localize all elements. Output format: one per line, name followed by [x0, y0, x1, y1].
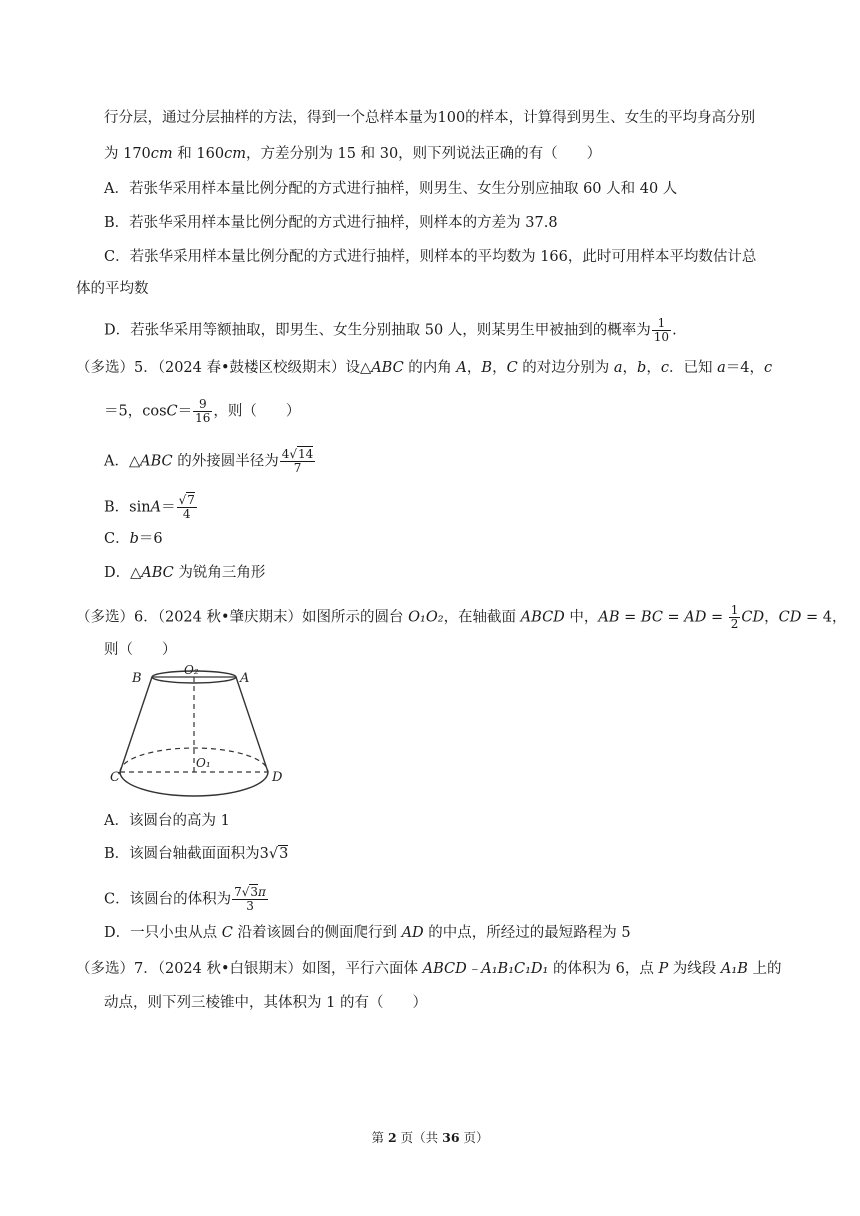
label-o2: O₂: [184, 663, 199, 677]
fraction: $\frac{1}{2}$: [730, 603, 739, 631]
label-a: A: [240, 671, 250, 686]
fraction: $\frac{4√14}{7}$: [281, 447, 314, 475]
q5-option-b: B．sinA＝ $\frac{√7}{4}$: [104, 493, 195, 521]
q5-stem-line2: ＝5，cosC＝ $\frac{9}{16}$ ，则（ ）: [104, 397, 301, 425]
q4-option-d: D．若张华采用等额抽取，即男生、女生分别抽取 50 人，则某男生甲被抽到的概率为 $\frac{1}{10}$ .: [104, 316, 677, 344]
label-c: C: [110, 770, 120, 785]
q5-stem-line1: （多选）5．（2024 春•鼓楼区校级期末）设△ABC 的内角 A，B，C 的对边分别为 a，b，c．已知 a＝4，c: [76, 360, 773, 376]
q6-option-b: B．该圆台轴截面面积为3√3: [104, 846, 289, 862]
q6-stem-line1: （多选）6．（2024 秋•肇庆期末）如图所示的圆台 O₁O₂，在轴截面 ABCD 中，AB = BC = AD = $\frac{1}{2}$ CD，CD = 4，: [76, 603, 847, 631]
frustum-figure: [112, 664, 292, 796]
q4-option-c-line2: 体的平均数: [76, 281, 149, 297]
q6-option-d: D．一只小虫从点 C 沿着该圆台的侧面爬行到 AD 的中点，所经过的最短路程为 5: [104, 925, 631, 941]
q4-text-line2: 为 170cm 和 160cm，方差分别为 15 和 30，则下列说法正确的有（ ）: [104, 146, 602, 162]
label-o1: O₁: [196, 756, 211, 770]
page-footer: 第 2 页（共 36 页）: [371, 1130, 489, 1145]
fraction: $\frac{7√3\pi}{3}$: [234, 885, 266, 913]
page-number: 2: [387, 1130, 397, 1145]
fraction: $\frac{9}{16}$: [195, 397, 211, 425]
fraction: $\frac{1}{10}$: [653, 316, 670, 344]
label-d: D: [272, 770, 283, 785]
label-b: B: [132, 671, 142, 686]
q4-option-c-line1: C．若张华采用样本量比例分配的方式进行抽样，则样本的平均数为 166，此时可用样本平均数估计总: [104, 249, 757, 265]
q4-option-b: B．若张华采用样本量比例分配的方式进行抽样，则样本的方差为 37.8: [104, 215, 558, 231]
q5-option-d: D．△ABC 为锐角三角形: [104, 565, 266, 581]
q5-option-c: C．b＝6: [104, 531, 163, 547]
q6-option-a: A．该圆台的高为 1: [104, 813, 230, 829]
q7-stem-line2: 动点，则下列三棱锥中，其体积为 1 的有（ ）: [104, 995, 427, 1011]
q6-option-c: C．该圆台的体积为 $\frac{7√3\pi}{3}$: [104, 885, 266, 913]
q7-stem-line1: （多选）7．（2024 秋•白银期末）如图，平行六面体 ABCD﹣A₁B₁C₁D₁ 的体积为 6，点 P 为线段 A₁B 上的: [76, 961, 782, 977]
q5-option-a: A．△ABC 的外接圆半径为 $\frac{4√14}{7}$: [104, 447, 314, 475]
q4-text-line1: 行分层，通过分层抽样的方法，得到一个总样本量为100的样本，计算得到男生、女生的平均身高分别: [104, 110, 756, 126]
q4-option-a: A．若张华采用样本量比例分配的方式进行抽样，则男生、女生分别应抽取 60 人和 40 人: [104, 181, 678, 197]
fraction: $\frac{√7}{4}$: [178, 493, 195, 521]
page-total: 36: [442, 1130, 460, 1145]
q6-stem-line2: 则（ ）: [104, 642, 177, 658]
